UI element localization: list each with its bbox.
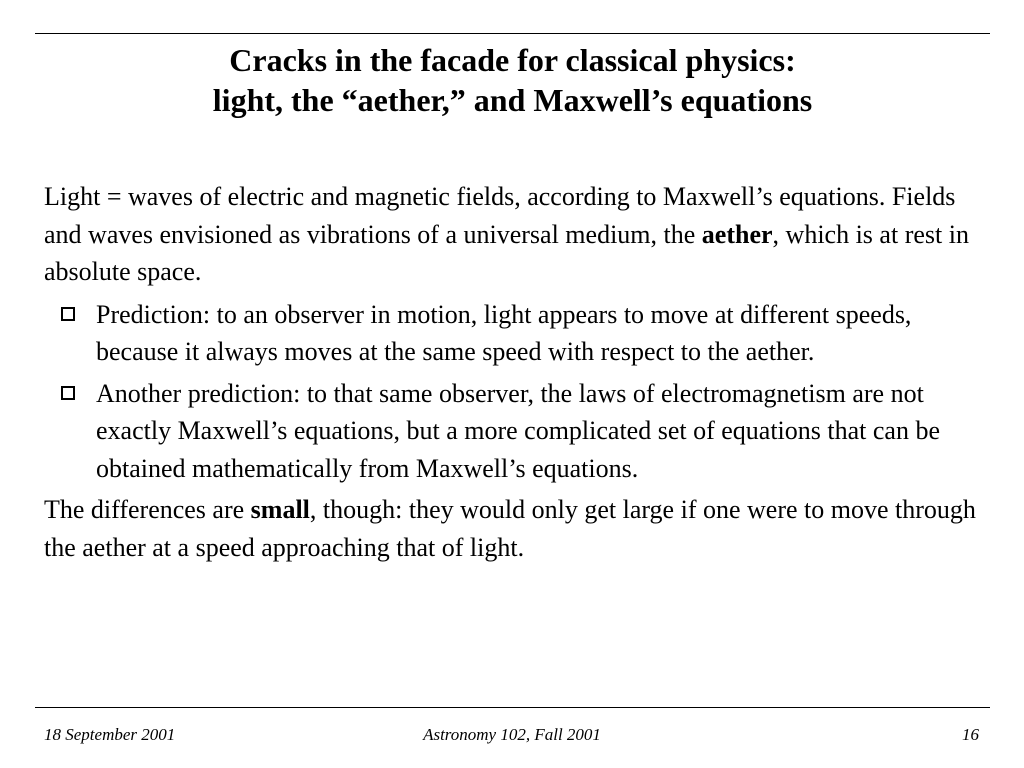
- bullet-item: [44, 375, 984, 488]
- slide-title-line-1: Cracks in the facade for classical physics:: [229, 42, 796, 78]
- bullet-text: Another prediction: to that same observer, the laws of electromagnetism are not exactly Maxwell’s equations, but a more complicated set of equations that can be obtained mathematically from Maxwell’s equations.: [96, 378, 941, 483]
- bullet-item: [44, 296, 984, 371]
- intro-text-end: , which is at rest in absolute space.: [44, 219, 969, 286]
- footer-course: Astronomy 102, Fall 2001: [423, 725, 601, 744]
- footer-page-number: 16: [962, 725, 979, 744]
- closing-emphasis: small: [250, 495, 310, 524]
- closing-text-start: The differences are: [44, 495, 251, 524]
- closing-text-end: , though: they would only get large if one were to move through the aether at a speed approaching that of light.: [44, 495, 976, 562]
- bottom-divider: [35, 707, 990, 708]
- bullet-text: Prediction: to an observer in motion, light appears to move at different speeds, because it always moves at the same speed with respect to the aether.: [96, 299, 912, 366]
- checkbox-bullet-icon: [61, 307, 75, 321]
- closing-paragraph: [44, 491, 984, 566]
- footer-date: 18 September 2001: [44, 725, 176, 744]
- slide-body: [44, 178, 984, 566]
- intro-emphasis: aether: [701, 219, 773, 249]
- checkbox-bullet-icon: [61, 386, 75, 400]
- intro-paragraph: [44, 178, 984, 291]
- slide-title-line-2: light, the “aether,” and Maxwell’s equations: [212, 82, 813, 118]
- top-divider: [35, 33, 990, 34]
- slide-title: [35, 40, 990, 120]
- intro-text-start: Light = waves of electric and magnetic fields, according to Maxwell’s equations. Fields and waves envisioned as vibrations of a universal medium, the: [44, 182, 956, 249]
